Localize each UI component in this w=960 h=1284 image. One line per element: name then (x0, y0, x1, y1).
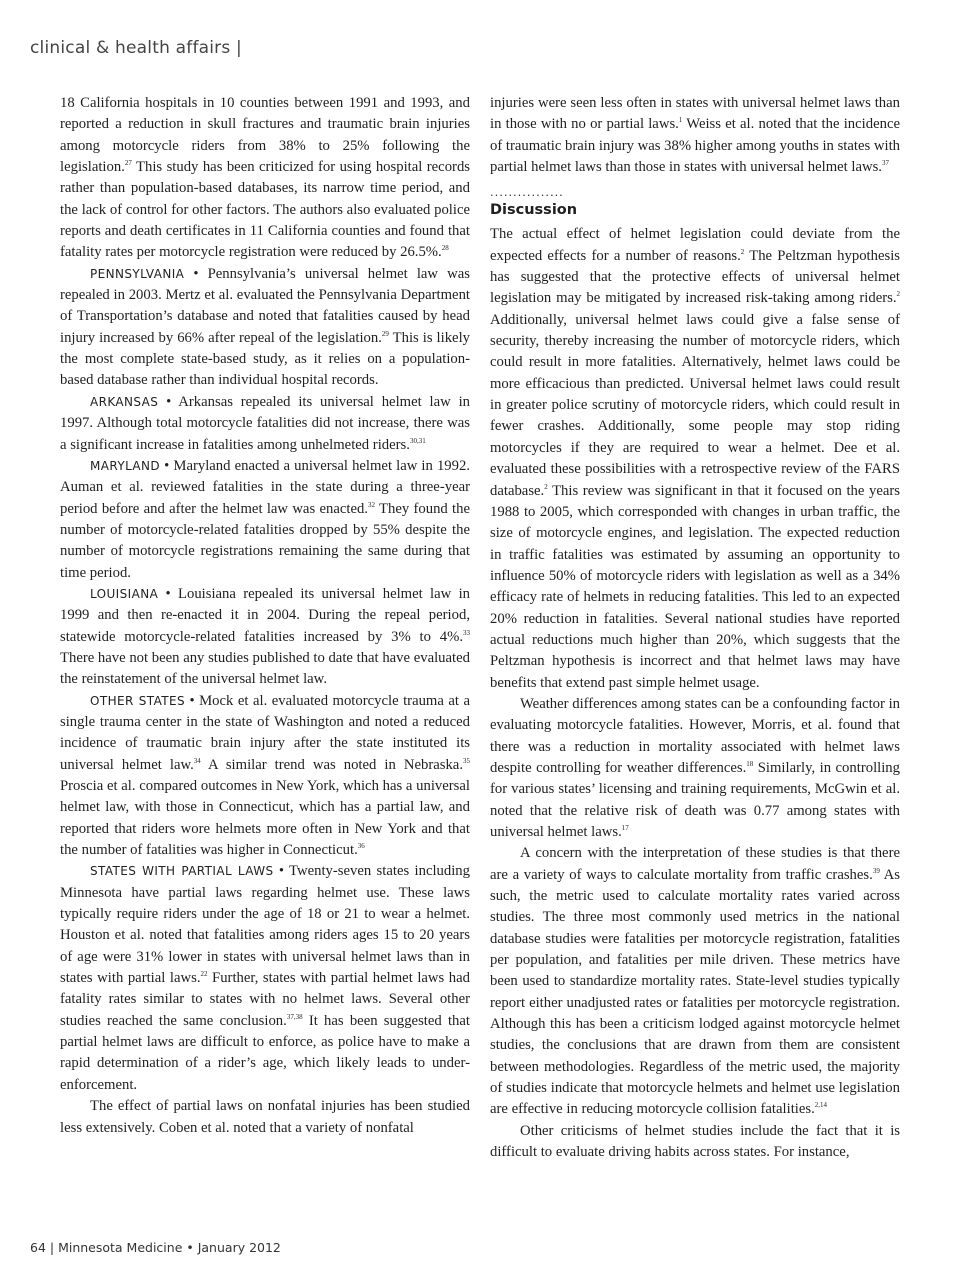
paragraph-text: This study has been criticized for using hospital records rather than population-based databases, its narrow time period, and the lack of control for other factors. The authors also evaluated police reports and death certificates in 11 California counties and found that fatality rates per motorcycle registration were reduced by 26.5%. (60, 159, 470, 261)
paragraph-nonfatal-injuries (60, 1096, 470, 1139)
paragraph-text: The actual effect of helmet legislation could deviate from the expected effects for a number of reasons. (490, 226, 900, 264)
section-divider: ................ (490, 184, 564, 200)
paragraph-california-study (60, 93, 470, 264)
citation: 18 (746, 759, 754, 768)
page-footer: 64 | Minnesota Medicine • January 2012 (30, 1240, 281, 1255)
citation: 37,38 (286, 1012, 303, 1021)
citation: 37 (881, 159, 889, 168)
citation: 33 (463, 628, 470, 637)
paragraph-text: • Twenty-seven states including Minnesota have partial laws regarding helmet use. These laws typically require riders under the age of 18 or 21 to wear a helmet. Houston et al. noted that fatalities among riders ages 15 to 20 years of age were 31% lower in states with universal helmet laws than in states with partial laws. (60, 863, 470, 987)
citation: 1 (678, 116, 683, 125)
paragraph-arkansas (60, 392, 470, 456)
paragraph-text: The Peltzman hypothesis has suggested that the protective effects of universal helmet legislation may be mitigated by increased risk-taking among riders. (490, 247, 900, 307)
paragraph-continued (490, 93, 900, 178)
citation: 2 (896, 290, 900, 299)
paragraph-text: There have not been any studies published to date that have evaluated the reinstatement of the universal helmet law. (60, 649, 470, 688)
paragraph-mortality-metrics (490, 843, 900, 1120)
paragraph-text: • Maryland enacted a universal helmet law in 1992. Auman et al. reviewed fatalities in the state during a three-year period before and after the helmet law was enacted. (60, 457, 470, 517)
citation: 36 (357, 842, 365, 851)
run-in-heading: PENNSYLVANIA (90, 266, 185, 281)
section-heading-discussion: Discussion (490, 202, 578, 219)
run-in-heading: MARYLAND (90, 458, 161, 473)
left-column (60, 93, 470, 1139)
paragraph-maryland (60, 456, 470, 584)
paragraph-text: They found the number of motorcycle-related fatalities dropped by 55% despite the number of motorcycle registrations remaining the same during that time period. (60, 500, 470, 581)
run-in-heading: STATES WITH PARTIAL LAWS (90, 864, 274, 879)
paragraph-other-states (60, 691, 470, 862)
citation: 29 (381, 329, 389, 338)
paragraph-text: • Arkansas repealed its universal helmet law in 1997. Although total motorcycle fatalities did not increase, there was a significant increase in fatalities among unhelmeted riders. (60, 393, 470, 453)
paragraph-text: • Pennsylvania’s universal helmet law was repealed in 2003. Mertz et al. evaluated the Pennsylvania Department of Transportation’s database and noted that fatalities caused by head injury increased by 66% after repeal of the legislation. (60, 265, 470, 346)
paragraph-text: Similarly, in controlling for various states’ licensing and training requirements, McGwin et al. noted that the relative risk of death was 0.77 among states with universal helmet laws. (490, 759, 900, 840)
paragraph-text: Other criticisms of helmet studies include the fact that it is difficult to evaluate driving habits across states. For instance, (490, 1122, 900, 1161)
run-in-heading: OTHER STATES (90, 693, 185, 708)
citation: 34 (193, 756, 201, 765)
paragraph-text: • Mock et al. evaluated motorcycle trauma at a single trauma center in the state of Washington and noted a reduced incidence of traumatic brain injury after the state instituted its universal helmet law. (60, 692, 470, 773)
paragraph-text: Weiss et al. noted that the incidence of traumatic brain injury was 38% higher among youths in states with partial helmet laws than those in states with universal helmet laws. (490, 116, 900, 176)
citation: 35 (463, 756, 470, 765)
paragraph-louisiana (60, 584, 470, 691)
citation: 30,31 (409, 436, 426, 445)
paragraph-text: 18 California hospitals in 10 counties between 1991 and 1993, and reported a reduction in skull fractures and traumatic brain injuries among motorcycle riders from 38% to 25% following the legislation. (60, 95, 470, 176)
citation: 22 (200, 970, 208, 979)
right-column (490, 93, 900, 1164)
citation: 2 (544, 482, 548, 491)
run-in-heading: LOUISIANA (90, 586, 159, 601)
citation: 32 (367, 500, 375, 509)
section-header: clinical & health affairs | (30, 38, 242, 58)
paragraph-other-criticisms (490, 1121, 900, 1164)
paragraph-discussion-peltzman (490, 224, 900, 694)
paragraph-text: It has been suggested that partial helmet laws are difficult to enforce, as police have to make a rapid determination of a rider’s age, which likely leads to under-enforcement. (60, 1012, 470, 1093)
citation: 39 (872, 866, 880, 875)
paragraph-text: A concern with the interpretation of these studies is that there are a variety of ways to calculate mortality from traffic crashes. (490, 845, 900, 883)
citation: 2,14 (814, 1101, 828, 1110)
paragraph-text: Additionally, universal helmet laws could give a false sense of security, thereby increasing the number of motorcycle riders, which could result in more fatalities. Alternatively, helmet laws could be more efficacious than predicted. Universal helmet laws could result in greater police scrutiny of motorcycle riders, which could result in fewer crashes. Additionally, some people may stop riding motorcycles if they are required to wear a helmet. Dee et al. evaluated these possibilities with a retrospective review of the FARS database. (490, 311, 900, 499)
paragraph-text: A similar trend was noted in Nebraska. (200, 756, 463, 773)
paragraph-weather (490, 694, 900, 843)
run-in-heading: ARKANSAS (90, 394, 159, 409)
citation: 2 (740, 247, 745, 256)
citation: 17 (621, 824, 629, 832)
paragraph-text: As such, the metric used to calculate mortality rates varied across studies. The three most commonly used metrics in the national database studies were fatalities per motorcycle registration, fatalities per population, and fatalities per mile driven. These metrics have been used to standardize mortality rates. State-level studies typically report either unadjusted rates or fatalities per motorcycle registration. Although this has been a criticism lodged against motorcycle helmet studies, the conclusions that are drawn from them are consistent between methodologies. Regardless of the metric used, the majority of studies indicate that motorcycle helmets and helmet use legislation are effective in reducing motorcycle collision fatalities. (490, 866, 900, 1118)
citation: 28 (441, 244, 449, 253)
paragraph-pennsylvania (60, 264, 470, 392)
citation: 27 (124, 159, 132, 168)
paragraph-text: Weather differences among states can be a confounding factor in evaluating motorcycle fatalities. However, Morris, et al. found that there was a reduction in mortality associated with helmet laws despite controlling for weather differences. (490, 695, 900, 776)
paragraph-text: Further, states with partial helmet laws had fatality rates similar to states with no helmet laws. Several other studies reached the same conclusion. (60, 970, 470, 1029)
paragraph-text: This is likely the most complete state-based study, as it relies on a population-based database rather than individual hospital records. (60, 329, 470, 389)
paragraph-text: Proscia et al. compared outcomes in New York, which has a universal helmet law, with those in Connecticut, which has a partial law, and reported that riders wore helmets more often in New York and that the number of fatalities was higher in Connecticut. (60, 778, 470, 859)
paragraph-text: This review was significant in that it focused on the years 1988 to 2005, which corresponded with changes in urban traffic, the size of motorcycle engines, and legislation. The expected reduction in traffic fatalities was estimated by assuming an opportunity to influence 50% of motorcycle riders with legislation as well as a 34% efficacy rate of helmets in reducing fatalities. This led to an expected 20% reduction in fatalities. Several national studies have reported actual reductions much higher than 20%, which suggests that the Peltzman hypothesis is incorrect and that helmet laws may have benefits that extend past simple helmet usage. (490, 482, 900, 691)
paragraph-partial-laws (60, 861, 470, 1096)
paragraph-text: injuries were seen less often in states with universal helmet laws than in those with no or partial laws. (490, 95, 900, 133)
paragraph-text: The effect of partial laws on nonfatal injuries has been studied less extensively. Coben et al. noted that a variety of nonfatal (60, 1098, 470, 1136)
paragraph-text: • Louisiana repealed its universal helmet law in 1999 and then re-enacted it in 2004. During the repeal period, statewide motorcycle-related fatalities increased by 3% to 4%. (60, 585, 470, 645)
